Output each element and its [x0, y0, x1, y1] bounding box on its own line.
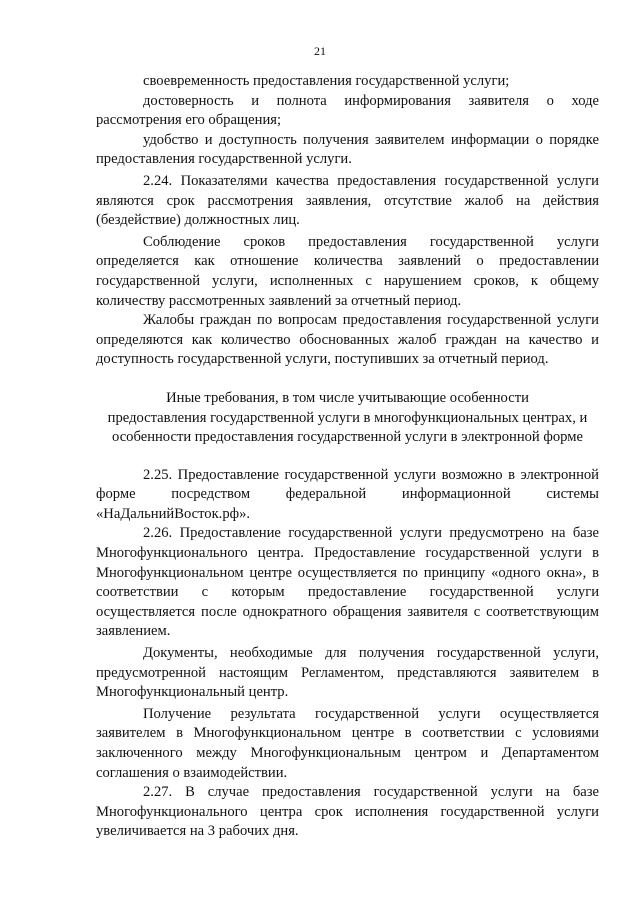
- paragraph: удобство и доступность получения заявителем информации о порядке предоставления государственной услуги.: [96, 131, 599, 168]
- paragraph-2-27: 2.27. В случае предоставления государственной услуги на базе Многофункционального центра срок исполнения государственной услуги увеличивается на 3 рабочих дня.: [96, 784, 599, 840]
- paragraph: достоверность и полнота информирования заявителя о ходе рассмотрения его обращения;: [96, 92, 599, 129]
- paragraph: Получение результата государственной услуги осуществляется заявителем в Многофункциональном центре в соответствии с условиями заключенного между Многофункциональным центром и Департаментом соглашения о взаимодействии.: [96, 705, 599, 781]
- paragraph: Соблюдение сроков предоставления государственной услуги определяется как отношение количества заявлений о предоставлении государственной услуги, исполненных с нарушением сроков, к общему количеству рассмотренных заявлений за отчетный период.: [96, 233, 599, 309]
- section-heading: [96, 389, 599, 448]
- paragraph: Документы, необходимые для получения государственной услуги, предусмотренной настоящим Регламентом, представляются заявителем в Многофункциональный центр.: [96, 645, 599, 701]
- heading-line: особенности предоставления государственной услуги в электронной форме: [112, 429, 583, 446]
- paragraph-2-24: 2.24. Показателями качества предоставления государственной услуги являются срок рассмотрения заявления, отсутствие жалоб на действия (бездействие) должностных лиц.: [96, 172, 599, 229]
- page-number: 21: [314, 44, 326, 58]
- paragraph-2-25: 2.25. Предоставление государственной услуги возможно в электронной форме посредством федеральной информационной системы «НаДальнийВосток.рф».: [96, 466, 599, 522]
- paragraph: Жалобы граждан по вопросам предоставления государственной услуги определяются как количество обоснованных жалоб граждан на качество и доступность государственной услуги, поступивших за отчетный период.: [96, 312, 599, 368]
- heading-line: предоставления государственной услуги в многофункциональных центрах, и: [107, 409, 588, 426]
- paragraph-2-26: 2.26. Предоставление государственной услуги предусмотрено на базе Многофункционального центра. Предоставление государственной услуги в Многофункциональном центре осуществляется по принципу «одного окна», в соответствии с которым предоставление государственной услуги осуществляется после однократного обращения заявителя с соответствующим заявлением.: [96, 525, 599, 640]
- heading-line: Иные требования, в том числе учитывающие особенности: [166, 389, 529, 406]
- paragraph: своевременность предоставления государственной услуги;: [143, 73, 510, 89]
- page-content: [96, 72, 599, 842]
